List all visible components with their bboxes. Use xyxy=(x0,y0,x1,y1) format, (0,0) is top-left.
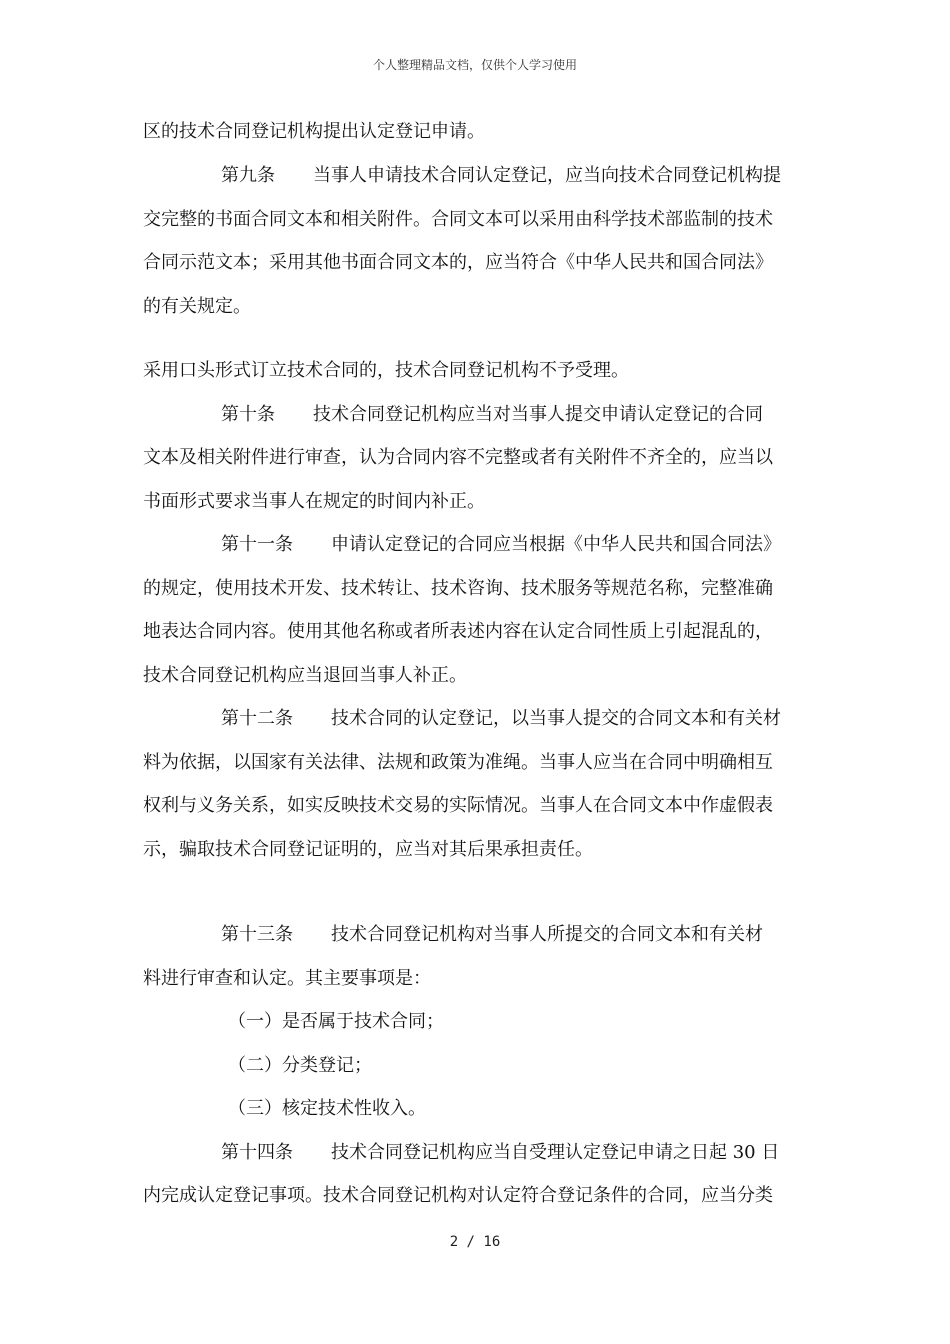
paragraph-line: 的有关规定。 xyxy=(143,296,251,317)
paragraph-line: 交完整的书面合同文本和相关附件。合同文本可以采用由科学技术部监制的技术 xyxy=(143,209,773,230)
article-text: 技术合同登记机构应当对当事人提交申请认定登记的合同 xyxy=(313,404,763,425)
paragraph-line: 采用口头形式订立技术合同的，技术合同登记机构不予受理。 xyxy=(143,360,629,381)
article-13-line xyxy=(221,920,763,946)
paragraph-line: 权利与义务关系，如实反映技术交易的实际情况。当事人在合同文本中作虚假表 xyxy=(143,795,773,816)
list-item: （一）是否属于技术合同； xyxy=(228,1011,444,1032)
paragraph-line: 料进行审查和认定。其主要事项是： xyxy=(143,968,431,989)
article-number: 第十三条 xyxy=(221,924,293,945)
article-12-line xyxy=(221,704,781,730)
article-text: 申请认定登记的合同应当根据《中华人民共和国合同法》 xyxy=(331,534,781,555)
list-item: （二）分类登记； xyxy=(228,1055,372,1076)
article-11-line xyxy=(221,530,781,556)
paragraph-line: 技术合同登记机构应当退回当事人补正。 xyxy=(143,665,467,686)
paragraph-line: 书面形式要求当事人在规定的时间内补正。 xyxy=(143,491,485,512)
article-14-line xyxy=(221,1138,779,1164)
paragraph-line: 区的技术合同登记机构提出认定登记申请。 xyxy=(143,121,485,142)
article-number: 第十四条 xyxy=(221,1142,293,1163)
paragraph-line: 文本及相关附件进行审查，认为合同内容不完整或者有关附件不齐全的，应当以 xyxy=(143,447,773,468)
list-item: （三）核定技术性收入。 xyxy=(228,1098,426,1119)
article-number: 第十二条 xyxy=(221,708,293,729)
page-number: 2 / 16 xyxy=(449,1234,501,1250)
paragraph-line: 地表达合同内容。使用其他名称或者所表述内容在认定合同性质上引起混乱的， xyxy=(143,621,773,642)
article-text: 技术合同的认定登记，以当事人提交的合同文本和有关材 xyxy=(331,708,781,729)
paragraph-line: 内完成认定登记事项。技术合同登记机构对认定符合登记条件的合同，应当分类 xyxy=(143,1185,773,1206)
article-number: 第九条 xyxy=(221,165,275,186)
article-text: 当事人申请技术合同认定登记，应当向技术合同登记机构提 xyxy=(313,165,781,186)
paragraph-line: 料为依据，以国家有关法律、法规和政策为准绳。当事人应当在合同中明确相互 xyxy=(143,752,773,773)
article-number: 第十一条 xyxy=(221,534,293,555)
article-number: 第十条 xyxy=(221,404,275,425)
paragraph-line: 示，骗取技术合同登记证明的，应当对其后果承担责任。 xyxy=(143,839,593,860)
paragraph-line: 合同示范文本；采用其他书面合同文本的，应当符合《中华人民共和国合同法》 xyxy=(143,252,773,273)
article-text: 技术合同登记机构对当事人所提交的合同文本和有关材 xyxy=(331,924,763,945)
article-9-line xyxy=(221,161,781,187)
article-text: 技术合同登记机构应当自受理认定登记申请之日起 30 日 xyxy=(331,1142,780,1163)
page-header: 个人整理精品文档，仅供个人学习使用 xyxy=(372,58,577,72)
paragraph-line: 的规定，使用技术开发、技术转让、技术咨询、技术服务等规范名称，完整准确 xyxy=(143,578,773,599)
article-10-line xyxy=(221,400,763,426)
